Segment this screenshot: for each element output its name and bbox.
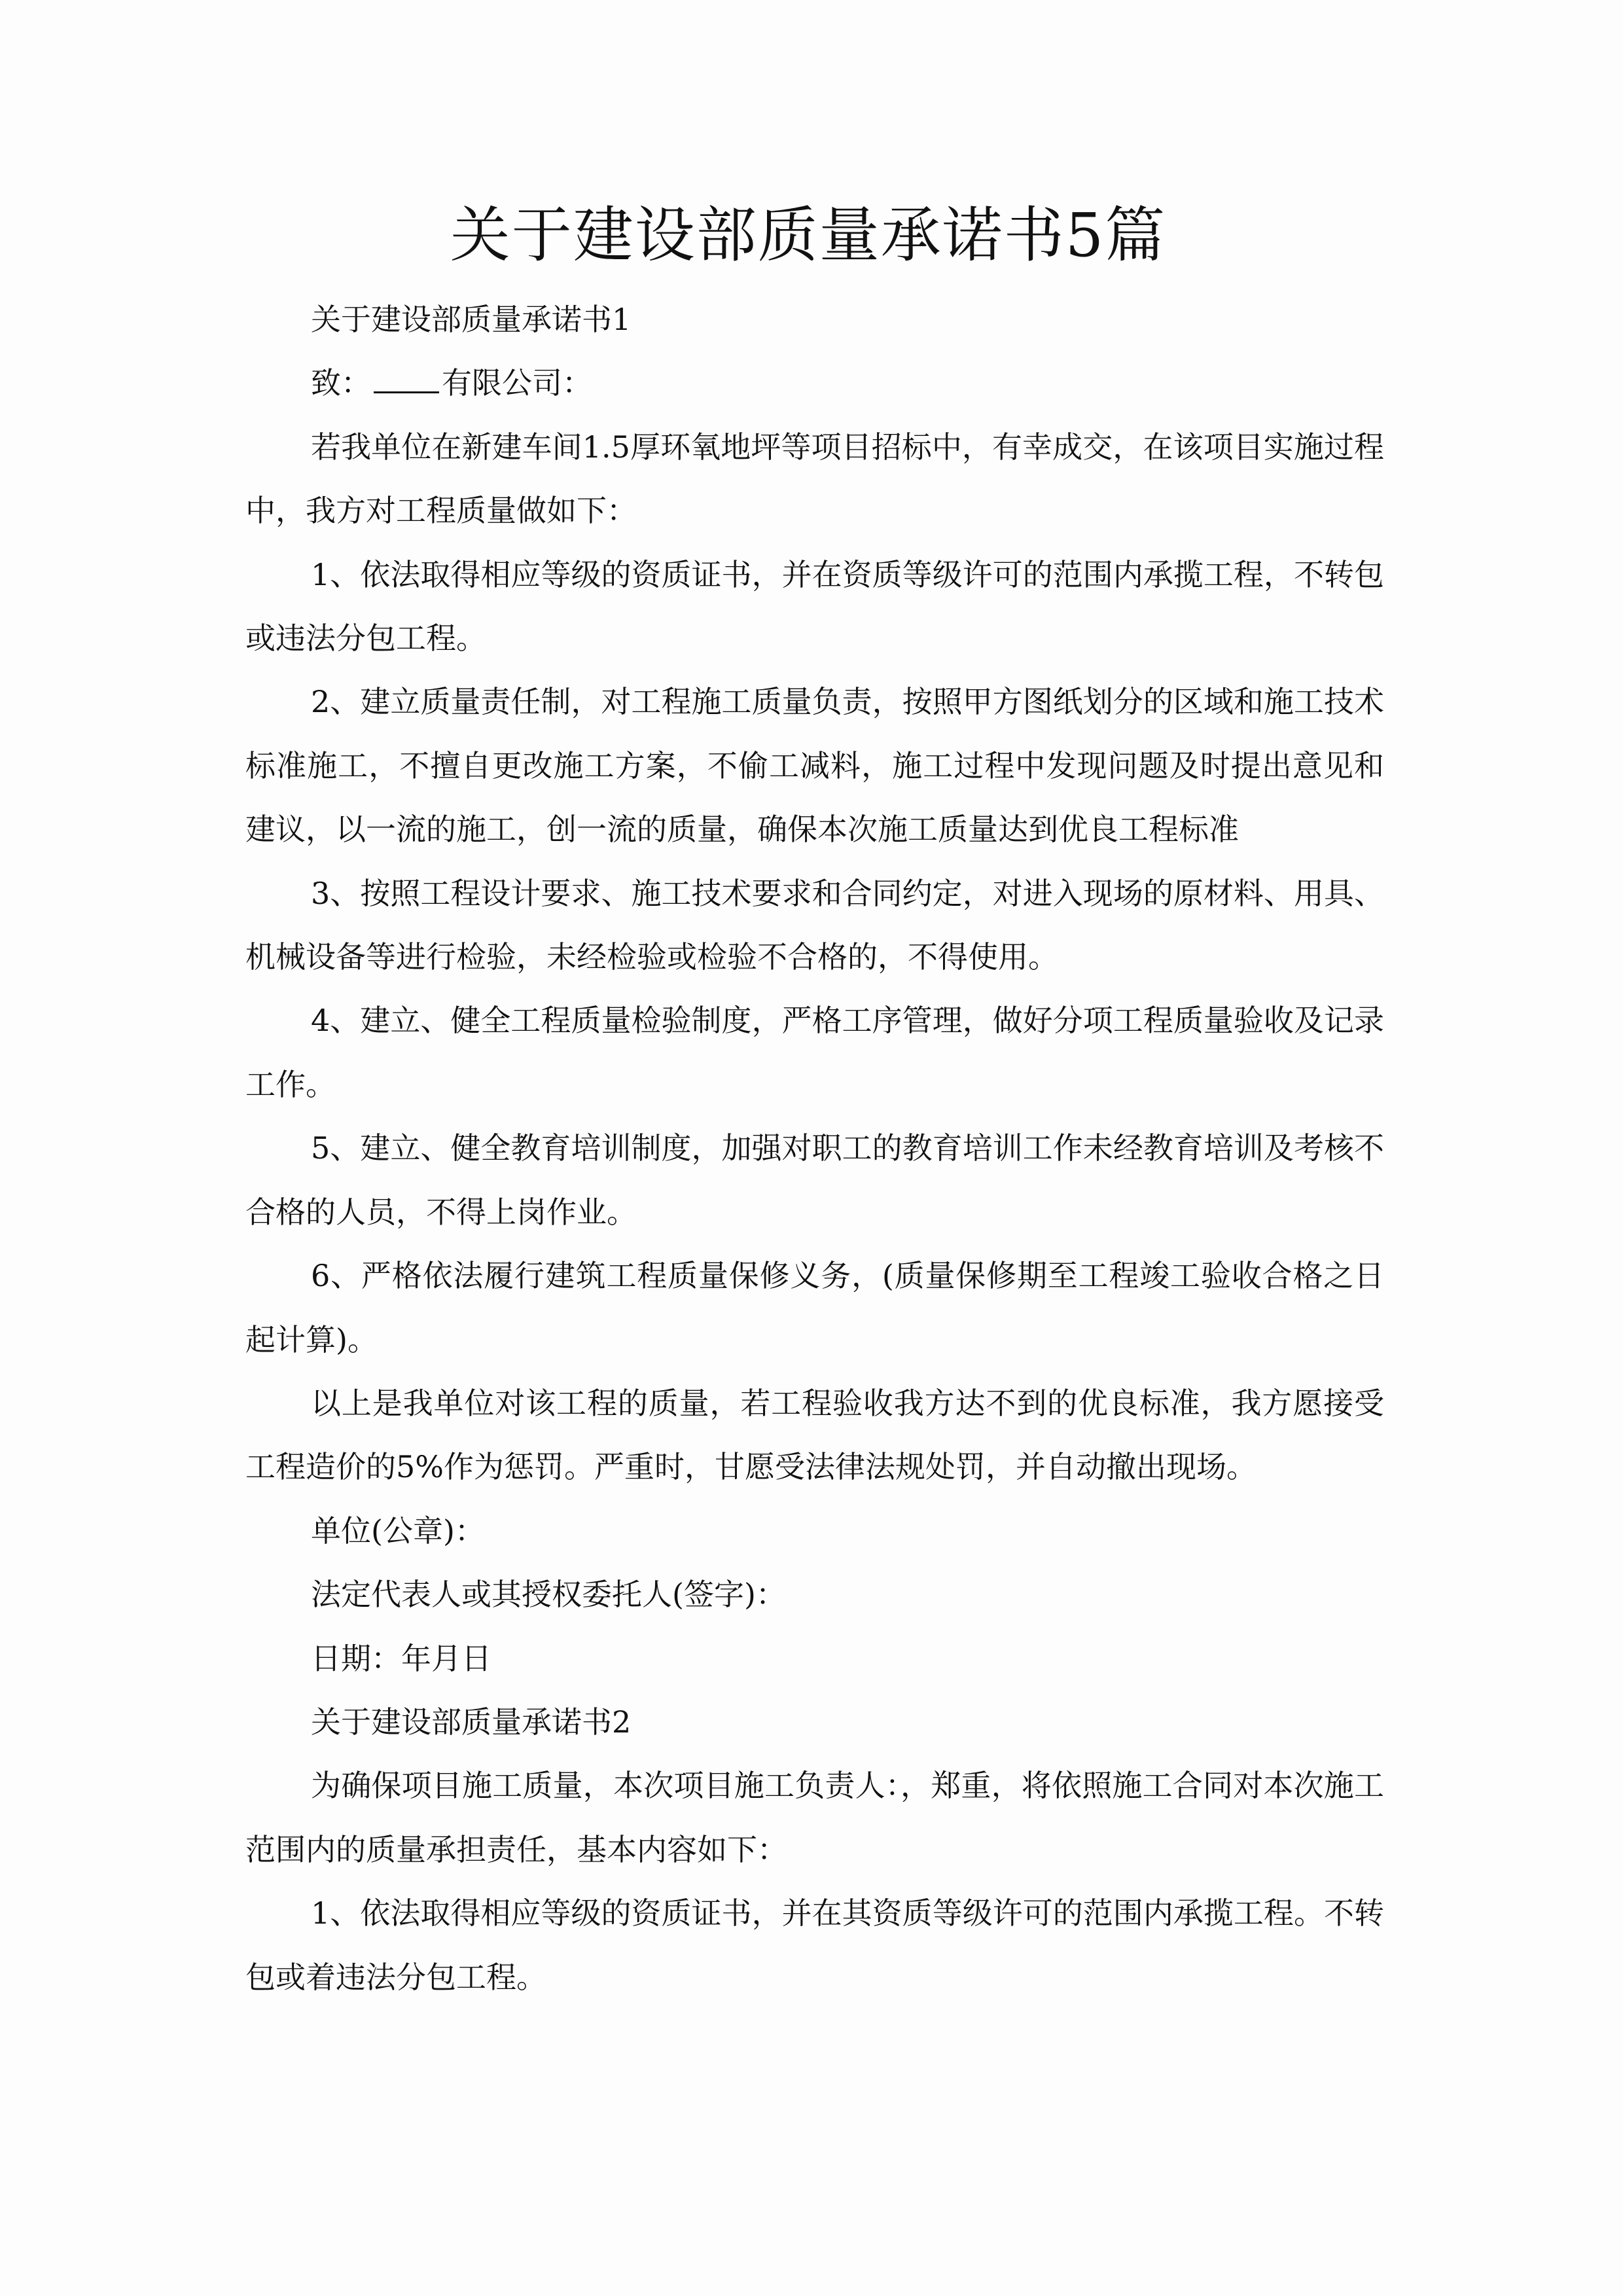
section-1-item: 3、按照工程设计要求、施工技术要求和合同约定，对进入现场的原材料、用具、机械设备等进行检验，未经检验或检验不合格的，不得使用。 [245, 875, 1384, 975]
section-1-item: 6、严格依法履行建筑工程质量保修义务，(质量保修期至工程竣工验收合格之日起计算)。 [245, 1258, 1384, 1357]
addressee-prefix: 致： [311, 365, 371, 401]
section-1-intro: 若我单位在新建车间1.5厚环氧地坪等项目招标中，有幸成交，在该项目实施过程中，我方对工程质量做如下： [245, 429, 1384, 529]
section-2-intro: 为确保项目施工质量，本次项目施工负责人：，郑重，将依照施工合同对本次施工范围内的质量承担责任，基本内容如下： [245, 1768, 1384, 1867]
addressee-blank [374, 365, 439, 393]
addressee-suffix: 有限公司： [442, 365, 592, 401]
section-1-item: 2、建立质量责任制，对工程施工质量负责，按照甲方图纸划分的区域和施工技术标准施工，不擅自更改施工方案，不偷工减料，施工过程中发现问题及时提出意见和建议，以一流的施工，创一流的质量，确保本次施工质量达到优良工程标准 [245, 684, 1384, 848]
signature-unit: 单位(公章)： [311, 1513, 485, 1549]
section-1-heading: 关于建设部质量承诺书1 [311, 302, 632, 337]
signature-date: 日期：年月日 [311, 1640, 491, 1676]
section-1-item: 5、建立、健全教育培训制度，加强对职工的教育培训工作未经教育培训及考核不合格的人员，不得上岗作业。 [245, 1130, 1384, 1230]
section-1-item: 1、依法取得相应等级的资质证书，并在资质等级许可的范围内承揽工程，不转包或违法分包工程。 [245, 556, 1384, 656]
addressee-line [245, 351, 1384, 415]
document-title: 关于建设部质量承诺书5篇 [450, 200, 1167, 270]
section-1-closing: 以上是我单位对该工程的质量，若工程验收我方达不到的优良标准，我方愿接受工程造价的5%作为惩罚。严重时，甘愿受法律法规处罚，并自动撤出现场。 [245, 1385, 1384, 1485]
section-2-heading: 关于建设部质量承诺书2 [311, 1704, 632, 1740]
signature-representative: 法定代表人或其授权委托人(签字)： [311, 1577, 786, 1613]
section-1-item: 4、建立、健全工程质量检验制度，严格工序管理，做好分项工程质量验收及记录工作。 [245, 1003, 1384, 1102]
section-2-item: 1、依法取得相应等级的资质证书，并在其资质等级许可的范围内承揽工程。不转包或着违法分包工程。 [245, 1895, 1384, 1995]
document-body [245, 288, 1384, 2009]
